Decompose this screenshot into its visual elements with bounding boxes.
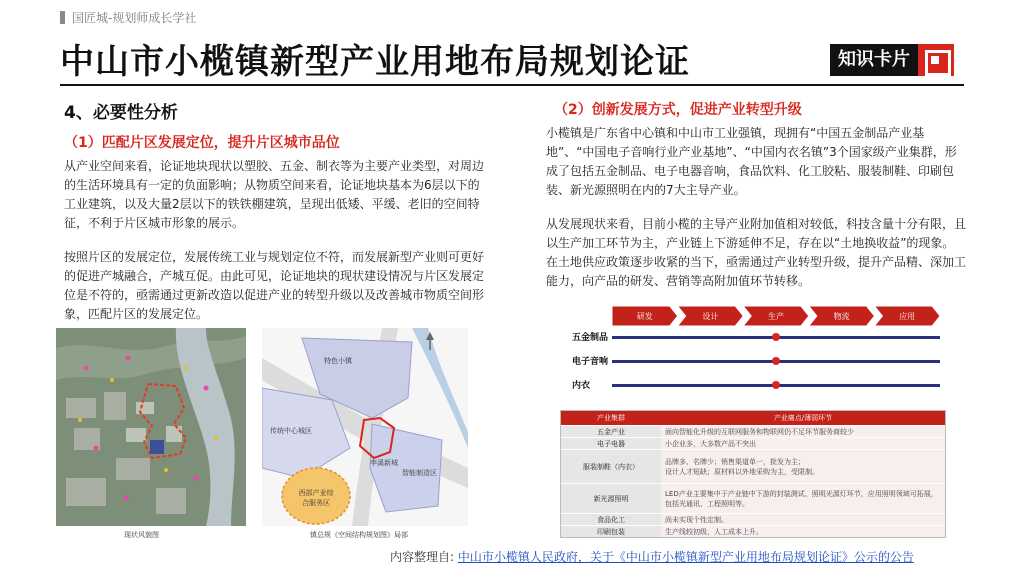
paragraph-3: 小榄镇是广东省中心镇和中山市工业强镇，现拥有“中国五金制品产业基地”、“中国电子音响行业产业基地”、“中国内衣名镇”3个国家级产业集群，形成了包括五金制品、电子电器音响，食品饮料、化工胶粘、服装制鞋、印刷包装、新光源照明在内的7大主导产业。 xyxy=(546,126,957,197)
source-label: 内容整理自: xyxy=(390,550,455,564)
table-cell-line: 面向智能化升级的互联网服务和物联网仍不足环节服务商较少 xyxy=(665,427,854,436)
table-cell-cluster: 五金产业 xyxy=(561,426,661,437)
map-caption: 现状风貌图 xyxy=(124,531,159,539)
plan-label-zone-e: 李溪新城 xyxy=(370,459,398,467)
badge-text: 知识卡片 xyxy=(830,44,918,76)
chain-step-label: 生产 xyxy=(768,312,784,321)
table-cell-line: 设计人才短缺；原材料以外地采购为主，受限制。 xyxy=(665,467,819,476)
table-row xyxy=(561,437,945,449)
chain-row-label: 内衣 xyxy=(572,381,591,391)
table-cell-line: 品牌多、名牌少；销售渠道单一，批发为主； xyxy=(665,457,805,466)
plan-label-zone-b: 传统中心城区 xyxy=(270,427,312,435)
source-link[interactable]: 中山市小榄镇人民政府，关于《中山市小榄镇新型产业用地布局规划论证》公示的公告 xyxy=(457,550,914,564)
table-cell-line: LED产业主要集中于产业链中下游的封装测试、照明光源灯环节，应用照明领域可拓展，包括光通讯、工程照明等。 xyxy=(665,489,938,508)
paragraph-2: 按照片区的发展定位，发展传统工业与规划定位不符，而发展新型产业则可更好的促进产城融合，产城互促。由此可见，论证地块的现状建设情况与片区发展定位是不符的，亟需通过更新改造以促进产业的转型升级以及改善城市物质空间形象，匹配片区的发展定位。 xyxy=(64,250,485,321)
chain-row-marker xyxy=(772,333,780,341)
knowledge-card-badge xyxy=(830,44,954,76)
chain-step-label: 物流 xyxy=(833,312,850,321)
table-body xyxy=(561,425,945,537)
chain-row-label: 电子音响 xyxy=(572,357,609,367)
table-cell-pain xyxy=(661,426,945,437)
table-row xyxy=(561,425,945,437)
table-cell-cluster: 印刷包装 xyxy=(561,526,661,537)
spatial-structure-plan xyxy=(262,328,468,526)
table-row xyxy=(561,483,945,513)
table-cell-cluster: 服装制鞋（内衣） xyxy=(561,450,661,483)
title-divider xyxy=(60,84,964,86)
table-cell-cluster: 电子电器 xyxy=(561,438,661,449)
table-cell-line: 生产线较初级，人工成本上升。 xyxy=(665,527,763,536)
plan-label-zone-a: 特色小镇 xyxy=(324,357,352,365)
chain-step-label: 设计 xyxy=(702,312,719,321)
chain-step-label: 研发 xyxy=(636,312,653,321)
table-cell-pain xyxy=(661,438,945,449)
brand-bar xyxy=(60,11,65,24)
page-title: 中山市小榄镇新型产业用地布局规划论证 xyxy=(60,42,690,82)
subheading-1: （1）匹配片区发展定位，提升片区城市品位 xyxy=(64,135,340,151)
brand-text: 国匠城-规划师成长学社 xyxy=(72,11,197,25)
table-cell-cluster: 食品化工 xyxy=(561,514,661,525)
chain-row-marker xyxy=(772,357,780,365)
table-row xyxy=(561,525,945,537)
brand-line xyxy=(60,9,196,26)
industry-chain-strip xyxy=(612,306,940,326)
plan-caption: 镇总规《空间结构规划图》局部 xyxy=(310,531,408,539)
industry-pain-table xyxy=(560,410,946,538)
current-status-map xyxy=(56,328,246,526)
subheading-2: （2）创新发展方式，促进产业转型升级 xyxy=(554,102,802,118)
table-cell-line: 尚未实现个性定制。 xyxy=(665,515,728,524)
plan-label-zone-c: 西部产业综合服务区 xyxy=(298,489,334,507)
table-cell-pain xyxy=(661,514,945,525)
plan-label-zone-d: 智能制造区 xyxy=(402,469,437,477)
paragraph-1: 从产业空间来看，论证地块现状以塑胶、五金、制衣等为主要产业类型，对周边的生活环境具有一定的负面影响；从物质空间来看，论证地块基本为6层以下的工业建筑，以及大量2层以下的铁铁棚建筑，呈现出低矮、平缓、老旧的空间特征，不利于片区城市形象的展示。 xyxy=(64,159,485,230)
chain-step-label: 应用 xyxy=(899,312,916,321)
table-row xyxy=(561,449,945,483)
table-cell-pain xyxy=(661,484,945,513)
table-header-cluster: 产业集群 xyxy=(597,414,625,422)
table-cell-cluster: 新光源照明 xyxy=(561,484,661,513)
table-header xyxy=(561,411,945,425)
source-line xyxy=(390,548,914,565)
paragraph-4: 从发展现状来看，目前小榄的主导产业附加值相对较低，科技含量十分有限，且以生产加工环节为主，产业链上下游延伸不足，存在以“土地换收益”的现象。在土地供应政策逐步收紧的当下，亟需通过产业转型升级，提升产品精、深加工能力，向产品的研发、营销等高附加值环节转移。 xyxy=(546,217,967,288)
guojiang-logo-icon xyxy=(918,44,954,76)
table-cell-pain xyxy=(661,450,945,483)
table-header-pain: 产业痛点/薄弱环节 xyxy=(773,414,833,422)
section-heading: 4、必要性分析 xyxy=(64,103,178,123)
table-cell-pain xyxy=(661,526,945,537)
table-cell-line: 小企业多，大多数产品不突出 xyxy=(665,439,756,448)
chain-row-marker xyxy=(772,381,780,389)
chain-row-label: 五金制品 xyxy=(572,333,609,343)
table-row xyxy=(561,513,945,525)
